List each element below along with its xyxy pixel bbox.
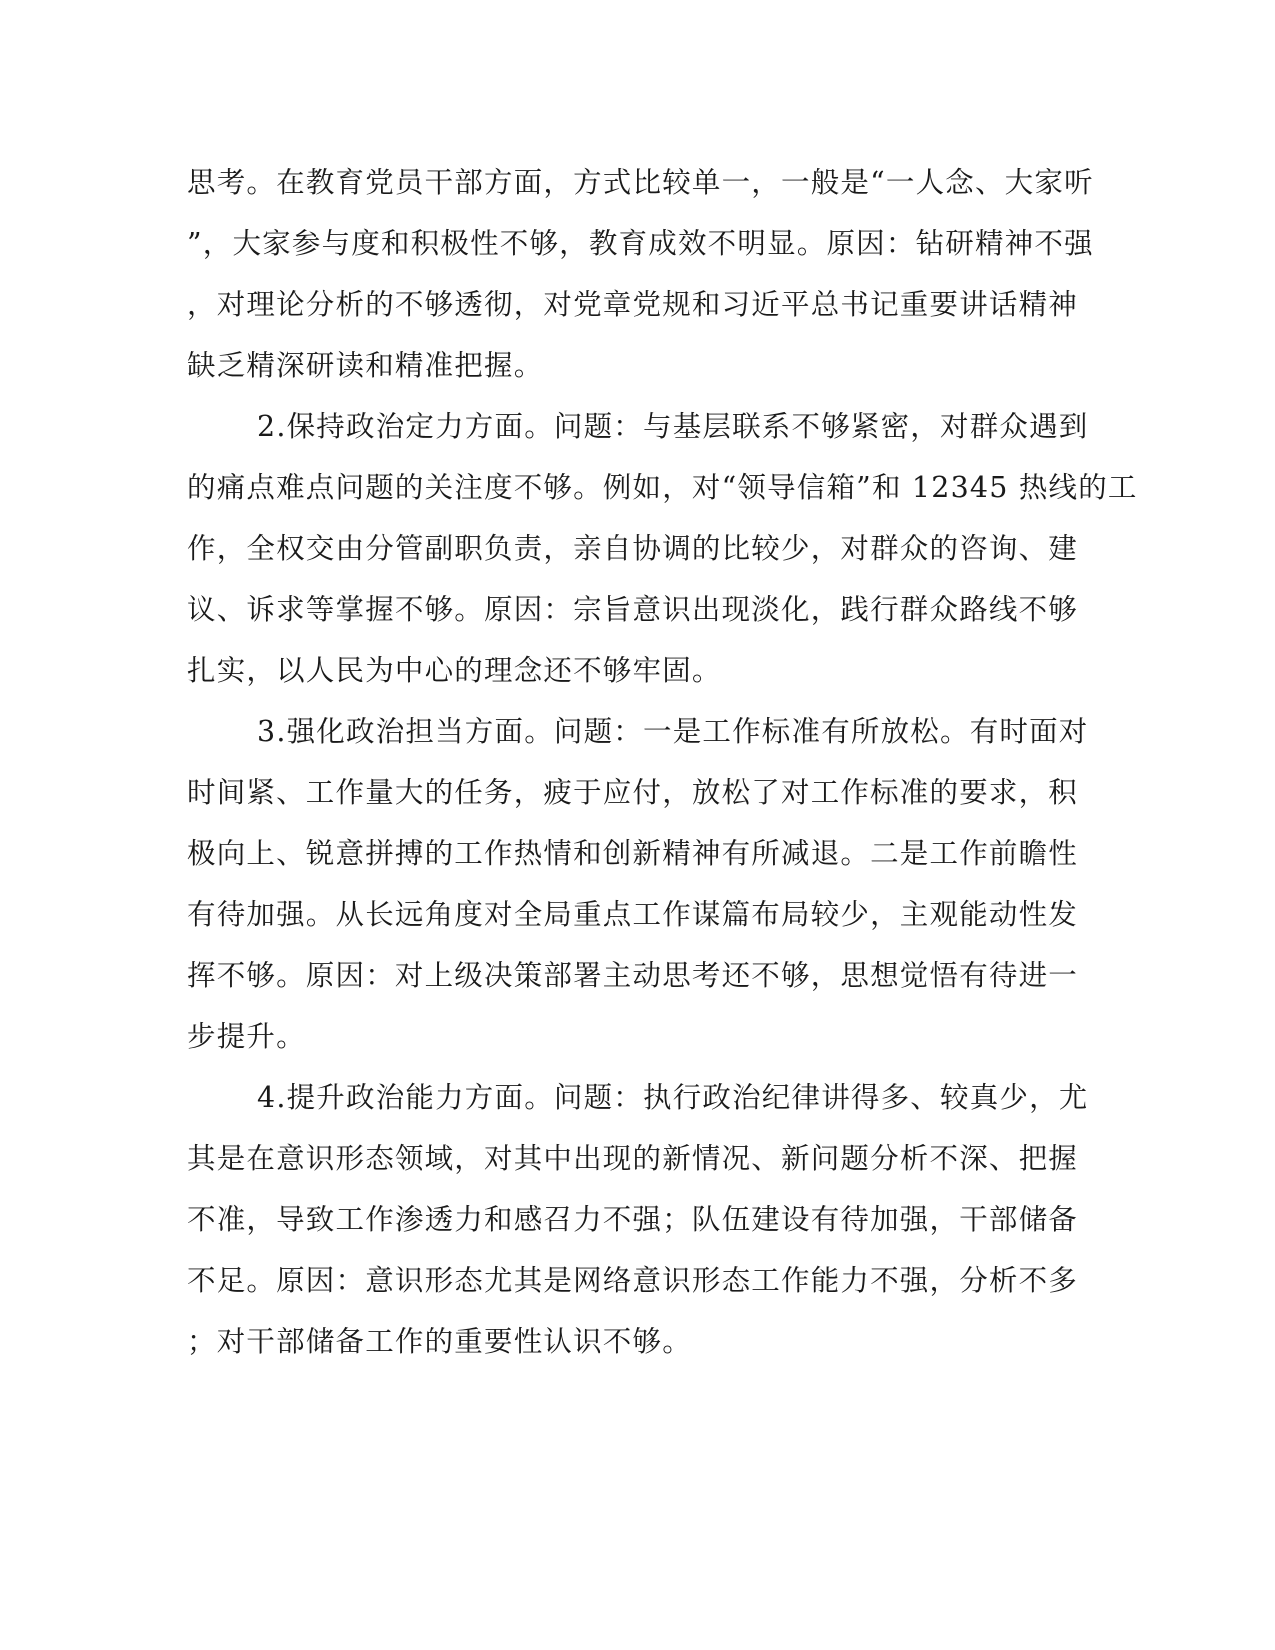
- text-line: 4.提升政治能力方面。问题：执行政治纪律讲得多、较真少，尤: [257, 1081, 1089, 1114]
- text-line: 3.强化政治担当方面。问题：一是工作标准有所放松。有时面对: [257, 715, 1089, 748]
- text-line: 有待加强。从长远角度对全局重点工作谋篇布局较少，主观能动性发: [187, 898, 1079, 931]
- text-line: 不准，导致工作渗透力和感召力不强；队伍建设有待加强，干部储备: [187, 1203, 1079, 1236]
- text-line: 扎实，以人民为中心的理念还不够牢固。: [187, 654, 722, 687]
- text-line: 挥不够。原因：对上级决策部署主动思考还不够，思想觉悟有待进一: [187, 959, 1079, 992]
- text-line: 步提升。: [187, 1020, 306, 1053]
- text-line: 极向上、锐意拼搏的工作热情和创新精神有所减退。二是工作前瞻性: [187, 837, 1079, 870]
- text-line: 2.保持政治定力方面。问题：与基层联系不够紧密，对群众遇到: [257, 410, 1089, 443]
- paragraph-3: [187, 701, 1089, 1067]
- text-line: 缺乏精深研读和精准把握。: [187, 349, 544, 382]
- text-line: 的痛点难点问题的关注度不够。例如，对“领导信箱”和 12345 热线的工: [187, 471, 1138, 504]
- text-line: 议、诉求等掌握不够。原因：宗旨意识出现淡化，践行群众路线不够: [187, 593, 1079, 626]
- paragraph-1: [187, 152, 1094, 396]
- text-line: 其是在意识形态领域，对其中出现的新情况、新问题分析不深、把握: [187, 1142, 1079, 1175]
- text-line: 不足。原因：意识形态尤其是网络意识形态工作能力不强，分析不多: [187, 1264, 1079, 1297]
- paragraph-4: [187, 1067, 1089, 1372]
- text-line: ；对干部储备工作的重要性认识不够。: [187, 1325, 692, 1358]
- text-line: ”，大家参与度和积极性不够，教育成效不明显。原因：钻研精神不强: [187, 227, 1094, 260]
- document-body: [187, 152, 1138, 1372]
- text-line: ，对理论分析的不够透彻，对党章党规和习近平总书记重要讲话精神: [187, 288, 1079, 321]
- paragraph-2: [187, 396, 1138, 701]
- text-line: 作，全权交由分管副职负责，亲自协调的比较少，对群众的咨询、建: [187, 532, 1079, 565]
- text-line: 思考。在教育党员干部方面，方式比较单一，一般是“一人念、大家听: [187, 166, 1094, 199]
- text-line: 时间紧、工作量大的任务，疲于应付，放松了对工作标准的要求，积: [187, 776, 1079, 809]
